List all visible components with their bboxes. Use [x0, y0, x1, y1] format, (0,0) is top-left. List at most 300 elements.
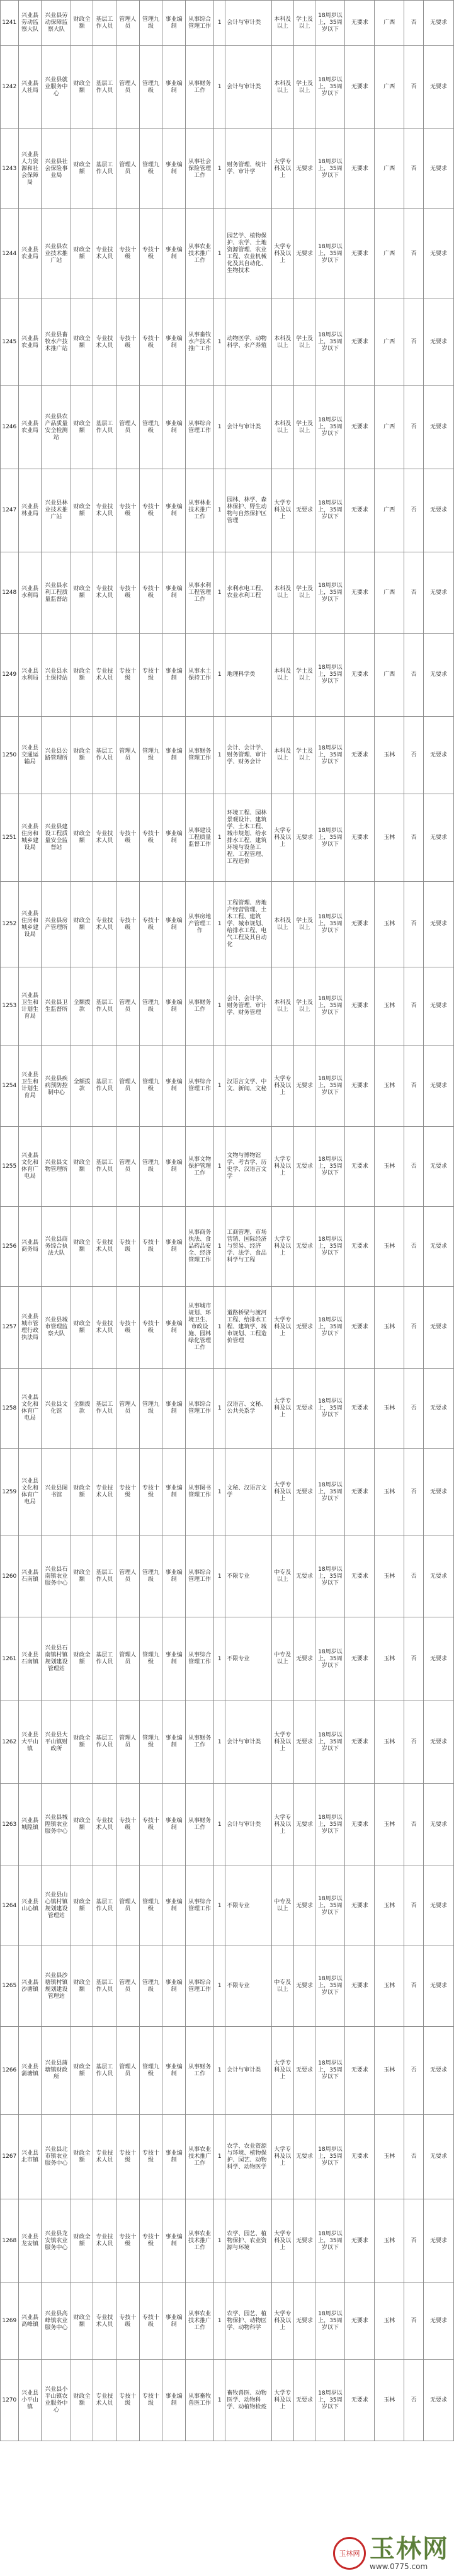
- cell-row-number: 1263: [1, 1784, 19, 1866]
- cell-household-registration: 广西: [375, 209, 404, 299]
- cell-staffing-type: 事业编制: [162, 2115, 186, 2199]
- cell-position-category: 基层工作人员: [93, 1946, 116, 2027]
- cell-staffing-type: 事业编制: [162, 469, 186, 552]
- cell-education: 本科及以上: [271, 717, 293, 794]
- cell-position-type: 管理人员: [116, 386, 139, 469]
- cell-major-requirement: 汉语言、文秘、公共关系学: [225, 1369, 272, 1449]
- cell-degree: 无要求: [293, 2199, 315, 2283]
- cell-education: 大学专科及以上: [271, 1207, 293, 1287]
- cell-job-duty: 从事商务执法、食品药品安全、经济管理工作: [186, 1207, 214, 1287]
- cell-work-experience: 无要求: [345, 882, 375, 967]
- cell-position-category: 基层工作人员: [93, 386, 116, 469]
- table-row: [1, 717, 454, 794]
- cell-headcount: 1: [214, 1946, 225, 2027]
- table-row: [1, 1127, 454, 1207]
- cell-remarks: 无要求: [423, 1207, 453, 1287]
- cell-position-level: 管理九级: [139, 967, 162, 1046]
- table-row: [1, 1536, 454, 1617]
- cell-staffing-type: 事业编制: [162, 2027, 186, 2115]
- cell-position-category: 基层工作人员: [93, 1046, 116, 1127]
- cell-age-requirement: 18周岁以上，35周岁以下: [315, 469, 345, 552]
- cell-employer-unit: 兴业县农业技术推广站: [42, 209, 71, 299]
- cell-employer-unit: 兴业县社会保险事业局: [42, 129, 71, 209]
- cell-remarks: 无要求: [423, 634, 453, 717]
- cell-remarks: 无要求: [423, 967, 453, 1046]
- cell-employer-unit: 兴业县文物管理所: [42, 1127, 71, 1207]
- cell-work-experience: 无要求: [345, 1617, 375, 1701]
- table-row: [1, 552, 454, 634]
- watermark-site-name: 玉林网: [370, 2534, 449, 2563]
- cell-row-number: 1244: [1, 209, 19, 299]
- cell-household-registration: 玉林: [375, 717, 404, 794]
- cell-job-duty: 从事农业技术推广工作: [186, 209, 214, 299]
- table-row: [1, 1449, 454, 1536]
- cell-major-requirement: 园艺学、植物保护、农学、土地资源管理、农业工程、农业机械化及其自动化、生物技术: [225, 209, 272, 299]
- cell-headcount: 1: [214, 1207, 225, 1287]
- cell-remarks: 无要求: [423, 1, 453, 46]
- cell-row-number: 1267: [1, 2115, 19, 2199]
- cell-staffing-type: 事业编制: [162, 209, 186, 299]
- cell-job-duty: 从事综合管理工作: [186, 386, 214, 469]
- cell-employer-unit: 兴业县疾病预防控制中心: [42, 1046, 71, 1127]
- cell-work-experience: 无要求: [345, 967, 375, 1046]
- cell-degree: 无要求: [293, 209, 315, 299]
- cell-degree: 无要求: [293, 1536, 315, 1617]
- cell-department: 兴业县 人力资 源和社 会保障 局: [18, 129, 42, 209]
- cell-employer-unit: 兴业县农产品质量安全检测站: [42, 386, 71, 469]
- cell-major-requirement: 不限专业: [225, 1946, 272, 2027]
- cell-department: 兴业县 文化和 体育广 电局: [18, 1127, 42, 1207]
- cell-position-type: 专技十级: [116, 1287, 139, 1369]
- cell-work-experience: 无要求: [345, 1784, 375, 1866]
- cell-work-experience: 无要求: [345, 1127, 375, 1207]
- cell-household-registration: 玉林: [375, 1536, 404, 1617]
- cell-position-type: 专技十级: [116, 1207, 139, 1287]
- cell-headcount: 1: [214, 1127, 225, 1207]
- cell-position-type: 专技十级: [116, 2115, 139, 2199]
- cell-degree: 学士及以上: [293, 1, 315, 46]
- cell-other-requirement: 否: [404, 1046, 424, 1127]
- cell-education: 大学专科及以上: [271, 2027, 293, 2115]
- cell-headcount: 1: [214, 1784, 225, 1866]
- cell-degree: 无要求: [293, 794, 315, 882]
- cell-staffing-type: 事业编制: [162, 129, 186, 209]
- cell-work-experience: 无要求: [345, 2283, 375, 2360]
- cell-funding-type: 全额拨款: [71, 1046, 93, 1127]
- cell-education: 本科及以上: [271, 967, 293, 1046]
- table-row: [1, 1369, 454, 1449]
- cell-household-registration: 玉林: [375, 1866, 404, 1946]
- cell-work-experience: 无要求: [345, 1449, 375, 1536]
- cell-degree: 无要求: [293, 1784, 315, 1866]
- cell-headcount: 1: [214, 717, 225, 794]
- cell-employer-unit: 兴业县房产管理所: [42, 882, 71, 967]
- cell-position-level: 专技十级: [139, 469, 162, 552]
- cell-major-requirement: 会计与审计类: [225, 1, 272, 46]
- cell-headcount: 1: [214, 2115, 225, 2199]
- cell-major-requirement: 环境工程、园林景观设计、建筑学、土木工程、城市规划、给水排水工程、建筑环境与设备工程、工程管理、工程造价: [225, 794, 272, 882]
- cell-employer-unit: 兴业县小平山镇农业服务中心: [42, 2360, 71, 2441]
- cell-department: 兴业县 文化和 体育广 电局: [18, 1449, 42, 1536]
- table-row: [1, 129, 454, 209]
- cell-education: 大学专科及以上: [271, 1046, 293, 1127]
- cell-household-registration: 玉林: [375, 2115, 404, 2199]
- cell-job-duty: 从事农业技术推广工作: [186, 2199, 214, 2283]
- cell-position-level: 专技十级: [139, 209, 162, 299]
- cell-work-experience: 无要求: [345, 1701, 375, 1784]
- cell-household-registration: 广西: [375, 552, 404, 634]
- cell-position-type: 管理人员: [116, 1127, 139, 1207]
- cell-age-requirement: 18周岁以上，35周岁以下: [315, 1536, 345, 1617]
- cell-position-type: 管理人员: [116, 967, 139, 1046]
- cell-employer-unit: 兴业县石南镇村镇规划建设管理站: [42, 1617, 71, 1701]
- cell-age-requirement: 18周岁以上，35周岁以下: [315, 1784, 345, 1866]
- cell-major-requirement: 道路桥梁与渡河工程、给排水工程、建筑学、城市规划、工程造价管理: [225, 1287, 272, 1369]
- cell-position-level: 管理九级: [139, 1369, 162, 1449]
- cell-funding-type: 财政全额: [71, 2199, 93, 2283]
- cell-household-registration: 玉林: [375, 2360, 404, 2441]
- cell-job-duty: 从事财务管理工作: [186, 717, 214, 794]
- cell-funding-type: 财政全额: [71, 2360, 93, 2441]
- cell-education: 中专及以上: [271, 1866, 293, 1946]
- cell-major-requirement: 不限专业: [225, 1866, 272, 1946]
- cell-household-registration: 广西: [375, 469, 404, 552]
- cell-position-category: 基层工作人员: [93, 2027, 116, 2115]
- cell-remarks: 无要求: [423, 717, 453, 794]
- table-row: [1, 794, 454, 882]
- cell-work-experience: 无要求: [345, 1207, 375, 1287]
- cell-employer-unit: 兴业县就业服务中心: [42, 46, 71, 129]
- cell-education: 中专及以上: [271, 1617, 293, 1701]
- cell-other-requirement: 否: [404, 1449, 424, 1536]
- cell-degree: 学士及以上: [293, 552, 315, 634]
- cell-position-category: 专业技术人员: [93, 1449, 116, 1536]
- cell-funding-type: 财政全额: [71, 1127, 93, 1207]
- table-row: [1, 2115, 454, 2199]
- cell-headcount: 1: [214, 794, 225, 882]
- cell-household-registration: 玉林: [375, 794, 404, 882]
- cell-department: 兴业县 城市管 理行政 执法局: [18, 1287, 42, 1369]
- cell-staffing-type: 事业编制: [162, 794, 186, 882]
- cell-education: 大学专科及以上: [271, 2199, 293, 2283]
- cell-position-type: 专技十级: [116, 634, 139, 717]
- cell-remarks: 无要求: [423, 1287, 453, 1369]
- cell-work-experience: 无要求: [345, 299, 375, 386]
- cell-work-experience: 无要求: [345, 1046, 375, 1127]
- cell-funding-type: 财政全额: [71, 209, 93, 299]
- cell-job-duty: 从事综合管理工作: [186, 1617, 214, 1701]
- cell-funding-type: 财政全额: [71, 794, 93, 882]
- cell-education: 大学专科及以上: [271, 1449, 293, 1536]
- cell-degree: 学士及以上: [293, 634, 315, 717]
- cell-department: 兴业县 农业局: [18, 299, 42, 386]
- table-row: [1, 2283, 454, 2360]
- cell-position-type: 管理人员: [116, 1617, 139, 1701]
- cell-education: 大学专科及以上: [271, 1287, 293, 1369]
- table-row: [1, 469, 454, 552]
- cell-work-experience: 无要求: [345, 794, 375, 882]
- cell-job-duty: 从事综合管理工作: [186, 1369, 214, 1449]
- cell-row-number: 1259: [1, 1449, 19, 1536]
- cell-staffing-type: 事业编制: [162, 1287, 186, 1369]
- cell-headcount: 1: [214, 1536, 225, 1617]
- cell-row-number: 1253: [1, 967, 19, 1046]
- cell-funding-type: 财政全额: [71, 1207, 93, 1287]
- cell-position-category: 专业技术人员: [93, 794, 116, 882]
- cell-work-experience: 无要求: [345, 469, 375, 552]
- cell-other-requirement: 否: [404, 129, 424, 209]
- cell-household-registration: 玉林: [375, 1449, 404, 1536]
- cell-position-type: 管理人员: [116, 1946, 139, 2027]
- cell-position-level: 专技十级: [139, 882, 162, 967]
- cell-age-requirement: 18周岁以上，35周岁以下: [315, 1449, 345, 1536]
- cell-funding-type: 财政全额: [71, 1449, 93, 1536]
- cell-row-number: 1260: [1, 1536, 19, 1617]
- cell-job-duty: 从事房地产管理工作: [186, 882, 214, 967]
- cell-position-level: 专技十级: [139, 634, 162, 717]
- cell-major-requirement: 农学、园艺、植物保护、农业资源与环境: [225, 2199, 272, 2283]
- table-row: [1, 1207, 454, 1287]
- cell-position-type: 管理人员: [116, 1369, 139, 1449]
- cell-other-requirement: 否: [404, 209, 424, 299]
- cell-household-registration: 玉林: [375, 882, 404, 967]
- cell-staffing-type: 事业编制: [162, 2360, 186, 2441]
- cell-position-category: 基层工作人员: [93, 1866, 116, 1946]
- cell-position-type: 专技十级: [116, 2360, 139, 2441]
- cell-degree: 无要求: [293, 1046, 315, 1127]
- cell-department: 兴业县 交通运 输局: [18, 717, 42, 794]
- cell-position-level: 专技十级: [139, 2283, 162, 2360]
- cell-age-requirement: 18周岁以上，35周岁以下: [315, 2360, 345, 2441]
- cell-position-type: 专技十级: [116, 882, 139, 967]
- cell-remarks: 无要求: [423, 1866, 453, 1946]
- cell-position-type: 管理人员: [116, 129, 139, 209]
- cell-staffing-type: 事业编制: [162, 1449, 186, 1536]
- cell-headcount: 1: [214, 552, 225, 634]
- cell-education: 大学专科及以上: [271, 1784, 293, 1866]
- cell-position-category: 基层工作人员: [93, 1369, 116, 1449]
- site-watermark: [333, 2536, 449, 2571]
- cell-funding-type: 财政全额: [71, 129, 93, 209]
- cell-household-registration: 玉林: [375, 2283, 404, 2360]
- cell-work-experience: 无要求: [345, 552, 375, 634]
- cell-position-level: 专技十级: [139, 552, 162, 634]
- cell-position-category: 基层工作人员: [93, 967, 116, 1046]
- cell-employer-unit: 兴业县劳动保障监察大队: [42, 1, 71, 46]
- cell-funding-type: 财政全额: [71, 299, 93, 386]
- cell-remarks: 无要求: [423, 386, 453, 469]
- cell-headcount: 1: [214, 1, 225, 46]
- cell-age-requirement: 18周岁以上，35周岁以下: [315, 1046, 345, 1127]
- cell-position-level: 管理九级: [139, 1946, 162, 2027]
- cell-position-type: 专技十级: [116, 1784, 139, 1866]
- cell-other-requirement: 否: [404, 1127, 424, 1207]
- cell-department: 兴业县 高峰镇: [18, 2283, 42, 2360]
- cell-department: 兴业县 住房和 城乡建 设局: [18, 794, 42, 882]
- cell-work-experience: 无要求: [345, 1, 375, 46]
- cell-other-requirement: 否: [404, 2360, 424, 2441]
- cell-headcount: 1: [214, 386, 225, 469]
- cell-position-type: 专技十级: [116, 209, 139, 299]
- cell-age-requirement: 18周岁以上，35周岁以下: [315, 552, 345, 634]
- cell-job-duty: 从事农业技术推广工作: [186, 2115, 214, 2199]
- table-row: [1, 1, 454, 46]
- cell-funding-type: 财政全额: [71, 1617, 93, 1701]
- cell-headcount: 1: [214, 469, 225, 552]
- cell-age-requirement: 18周岁以上，35周岁以下: [315, 46, 345, 129]
- cell-degree: 无要求: [293, 2027, 315, 2115]
- cell-funding-type: 财政全额: [71, 1701, 93, 1784]
- cell-department: 兴业县 北市镇: [18, 2115, 42, 2199]
- cell-work-experience: 无要求: [345, 386, 375, 469]
- cell-household-registration: 广西: [375, 634, 404, 717]
- cell-household-registration: 玉林: [375, 1701, 404, 1784]
- cell-degree: 学士及以上: [293, 882, 315, 967]
- cell-funding-type: 财政全额: [71, 46, 93, 129]
- cell-position-level: 管理九级: [139, 1536, 162, 1617]
- cell-remarks: 无要求: [423, 1536, 453, 1617]
- cell-funding-type: 财政全额: [71, 2115, 93, 2199]
- cell-funding-type: 财政全额: [71, 1946, 93, 2027]
- cell-position-level: 管理九级: [139, 46, 162, 129]
- cell-staffing-type: 事业编制: [162, 967, 186, 1046]
- cell-job-duty: 从事图书管理工作: [186, 1449, 214, 1536]
- cell-department: 兴业县 水利局: [18, 634, 42, 717]
- cell-employer-unit: 兴业县卫生监督所: [42, 967, 71, 1046]
- cell-employer-unit: 兴业县水土保持站: [42, 634, 71, 717]
- cell-row-number: 1266: [1, 2027, 19, 2115]
- cell-staffing-type: 事业编制: [162, 1369, 186, 1449]
- cell-position-category: 基层工作人员: [93, 1536, 116, 1617]
- cell-age-requirement: 18周岁以上，35周岁以下: [315, 2199, 345, 2283]
- cell-remarks: 无要求: [423, 1946, 453, 2027]
- cell-age-requirement: 18周岁以上，35周岁以下: [315, 1, 345, 46]
- cell-other-requirement: 否: [404, 1369, 424, 1449]
- cell-department: 兴业县 小平山 镇: [18, 2360, 42, 2441]
- cell-job-duty: 从事财务工作: [186, 967, 214, 1046]
- cell-major-requirement: 不限专业: [225, 1617, 272, 1701]
- cell-employer-unit: 兴业县沙塘镇村镇规划建设管理站: [42, 1946, 71, 2027]
- cell-position-level: 管理九级: [139, 1, 162, 46]
- cell-education: 本科及以上: [271, 882, 293, 967]
- cell-position-category: 基层工作人员: [93, 1701, 116, 1784]
- cell-major-requirement: 农学、农业资源与环境、植物保护、园艺、动物科学、动物医学: [225, 2115, 272, 2199]
- cell-position-category: 专业技术人员: [93, 469, 116, 552]
- cell-position-category: 专业技术人员: [93, 1287, 116, 1369]
- watermark-url: www.0775.com: [370, 2562, 428, 2571]
- cell-household-registration: 玉林: [375, 1207, 404, 1287]
- cell-major-requirement: 会计、会计学、财务管理、审计学、财务管理: [225, 967, 272, 1046]
- cell-funding-type: 财政全额: [71, 552, 93, 634]
- cell-remarks: 无要求: [423, 469, 453, 552]
- cell-row-number: 1262: [1, 1701, 19, 1784]
- cell-other-requirement: 否: [404, 882, 424, 967]
- cell-other-requirement: 否: [404, 967, 424, 1046]
- cell-major-requirement: 文物与博物馆学、考古学、历史学、汉语言文学: [225, 1127, 272, 1207]
- cell-employer-unit: 兴业县文化馆: [42, 1369, 71, 1449]
- cell-row-number: 1270: [1, 2360, 19, 2441]
- cell-row-number: 1248: [1, 552, 19, 634]
- table-row: [1, 1617, 454, 1701]
- cell-headcount: 1: [214, 1866, 225, 1946]
- cell-staffing-type: 事业编制: [162, 1946, 186, 2027]
- cell-job-duty: 从事综合管理工作: [186, 1, 214, 46]
- cell-position-level: 管理九级: [139, 2027, 162, 2115]
- cell-position-level: 专技十级: [139, 1784, 162, 1866]
- cell-position-category: 专业技术人员: [93, 299, 116, 386]
- cell-position-level: 管理九级: [139, 1866, 162, 1946]
- cell-job-duty: 从事综合管理工作: [186, 1866, 214, 1946]
- cell-funding-type: 全额拨款: [71, 967, 93, 1046]
- cell-employer-unit: 兴业县水利工程质量监督站: [42, 552, 71, 634]
- cell-work-experience: 无要求: [345, 46, 375, 129]
- cell-position-category: 基层工作人员: [93, 1617, 116, 1701]
- cell-education: 大学专科及以上: [271, 794, 293, 882]
- cell-row-number: 1252: [1, 882, 19, 967]
- cell-position-category: 专业技术人员: [93, 209, 116, 299]
- cell-staffing-type: 事业编制: [162, 2283, 186, 2360]
- cell-age-requirement: 18周岁以上，35周岁以下: [315, 209, 345, 299]
- cell-job-duty: 从事综合管理工作: [186, 1536, 214, 1617]
- cell-staffing-type: 事业编制: [162, 1701, 186, 1784]
- cell-age-requirement: 18周岁以上，35周岁以下: [315, 1207, 345, 1287]
- cell-education: 本科及以上: [271, 552, 293, 634]
- cell-degree: 无要求: [293, 1701, 315, 1784]
- cell-staffing-type: 事业编制: [162, 2199, 186, 2283]
- cell-position-level: 管理九级: [139, 1046, 162, 1127]
- cell-funding-type: 财政全额: [71, 2027, 93, 2115]
- cell-headcount: 1: [214, 2360, 225, 2441]
- cell-headcount: 1: [214, 1701, 225, 1784]
- cell-other-requirement: 否: [404, 634, 424, 717]
- cell-job-duty: 从事综合管理工作: [186, 1946, 214, 2027]
- cell-employer-unit: 兴业县畜牧水产技术推广站: [42, 299, 71, 386]
- cell-position-type: 专技十级: [116, 794, 139, 882]
- cell-row-number: 1250: [1, 717, 19, 794]
- table-row: [1, 2199, 454, 2283]
- cell-funding-type: 财政全额: [71, 1784, 93, 1866]
- cell-staffing-type: 事业编制: [162, 634, 186, 717]
- table-row: [1, 634, 454, 717]
- table-row: [1, 967, 454, 1046]
- cell-position-category: 专业技术人员: [93, 882, 116, 967]
- cell-remarks: 无要求: [423, 2283, 453, 2360]
- cell-work-experience: 无要求: [345, 634, 375, 717]
- cell-major-requirement: 会计、会计学、财务管理、审计学、财务会计: [225, 717, 272, 794]
- cell-funding-type: 财政全额: [71, 1287, 93, 1369]
- cell-other-requirement: 否: [404, 1536, 424, 1617]
- cell-job-duty: 从事综合管理工作: [186, 1046, 214, 1127]
- cell-row-number: 1265: [1, 1946, 19, 2027]
- seal-logo-icon: 玉林网: [333, 2537, 366, 2570]
- cell-education: 中专及以上: [271, 1536, 293, 1617]
- cell-other-requirement: 否: [404, 717, 424, 794]
- cell-major-requirement: 工商管理、市场营销、国际经济与贸易、经济学、法学、食品科学与工程: [225, 1207, 272, 1287]
- cell-other-requirement: 否: [404, 1866, 424, 1946]
- cell-row-number: 1257: [1, 1287, 19, 1369]
- cell-household-registration: 玉林: [375, 2027, 404, 2115]
- cell-employer-unit: 兴业县石南镇农业服务中心: [42, 1536, 71, 1617]
- cell-work-experience: 无要求: [345, 1287, 375, 1369]
- cell-position-level: 专技十级: [139, 2360, 162, 2441]
- cell-work-experience: 无要求: [345, 2027, 375, 2115]
- cell-remarks: 无要求: [423, 129, 453, 209]
- cell-row-number: 1261: [1, 1617, 19, 1701]
- cell-department: 兴业县 大平山 镇: [18, 1701, 42, 1784]
- cell-household-registration: 玉林: [375, 1369, 404, 1449]
- cell-age-requirement: 18周岁以上，35周岁以下: [315, 1866, 345, 1946]
- cell-household-registration: 广西: [375, 1, 404, 46]
